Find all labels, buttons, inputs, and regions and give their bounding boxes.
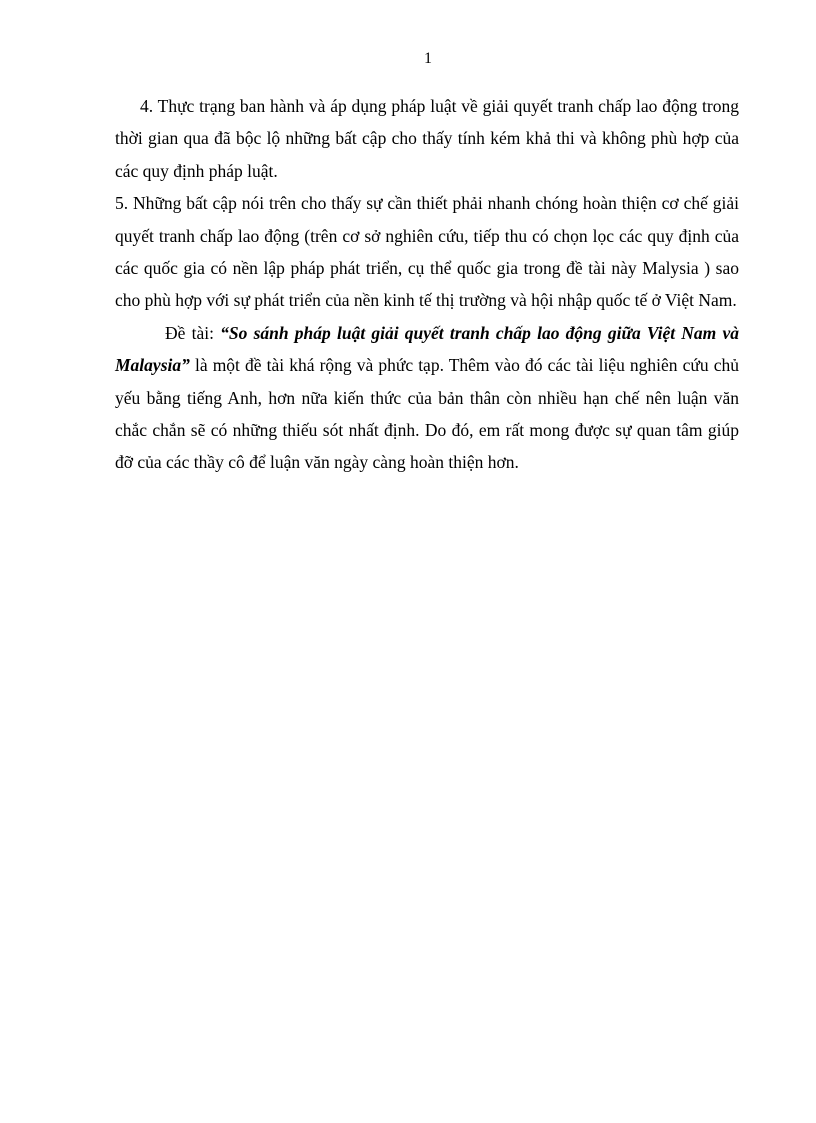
- paragraph-topic: [115, 317, 739, 479]
- paragraph-4: 4. Thực trạng ban hành và áp dụng pháp luật về giải quyết tranh chấp lao động trong thời gian qua đã bộc lộ những bất cập cho thấy tính kém khả thi và không phù hợp của các quy định pháp luật.: [115, 96, 739, 181]
- topic-lead: Đề tài:: [165, 322, 221, 343]
- page-number: 1: [424, 50, 432, 67]
- paragraph-5: 5. Những bất cập nói trên cho thấy sự cần thiết phải nhanh chóng hoàn thiện cơ chế giải quyết tranh chấp lao động (trên cơ sở nghiên cứu, tiếp thu có chọn lọc các quy định của các quốc gia có nền lập pháp phát triển, cụ thể quốc gia trong đề tài này Malysia ) sao cho phù hợp với sự phát triển của nền kinh tế thị trường và hội nhập quốc tế ở Việt Nam.: [115, 193, 739, 311]
- topic-description: là một đề tài khá rộng và phức tạp. Thêm vào đó các tài liệu nghiên cứu chủ yếu bằng tiếng Anh, hơn nữa kiến thức của bản thân còn nhiều hạn chế nên luận văn chắc chắn sẽ có những thiếu sót nhất định. Do đó, em rất mong được sự quan tâm giúp đỡ của các thầy cô để luận văn ngày càng hoàn thiện hơn.: [115, 355, 739, 473]
- document-body: [115, 90, 739, 479]
- topic-title: “So sánh pháp luật giải quyết tranh chấp lao động giữa Việt Nam và Malaysia”: [115, 322, 739, 376]
